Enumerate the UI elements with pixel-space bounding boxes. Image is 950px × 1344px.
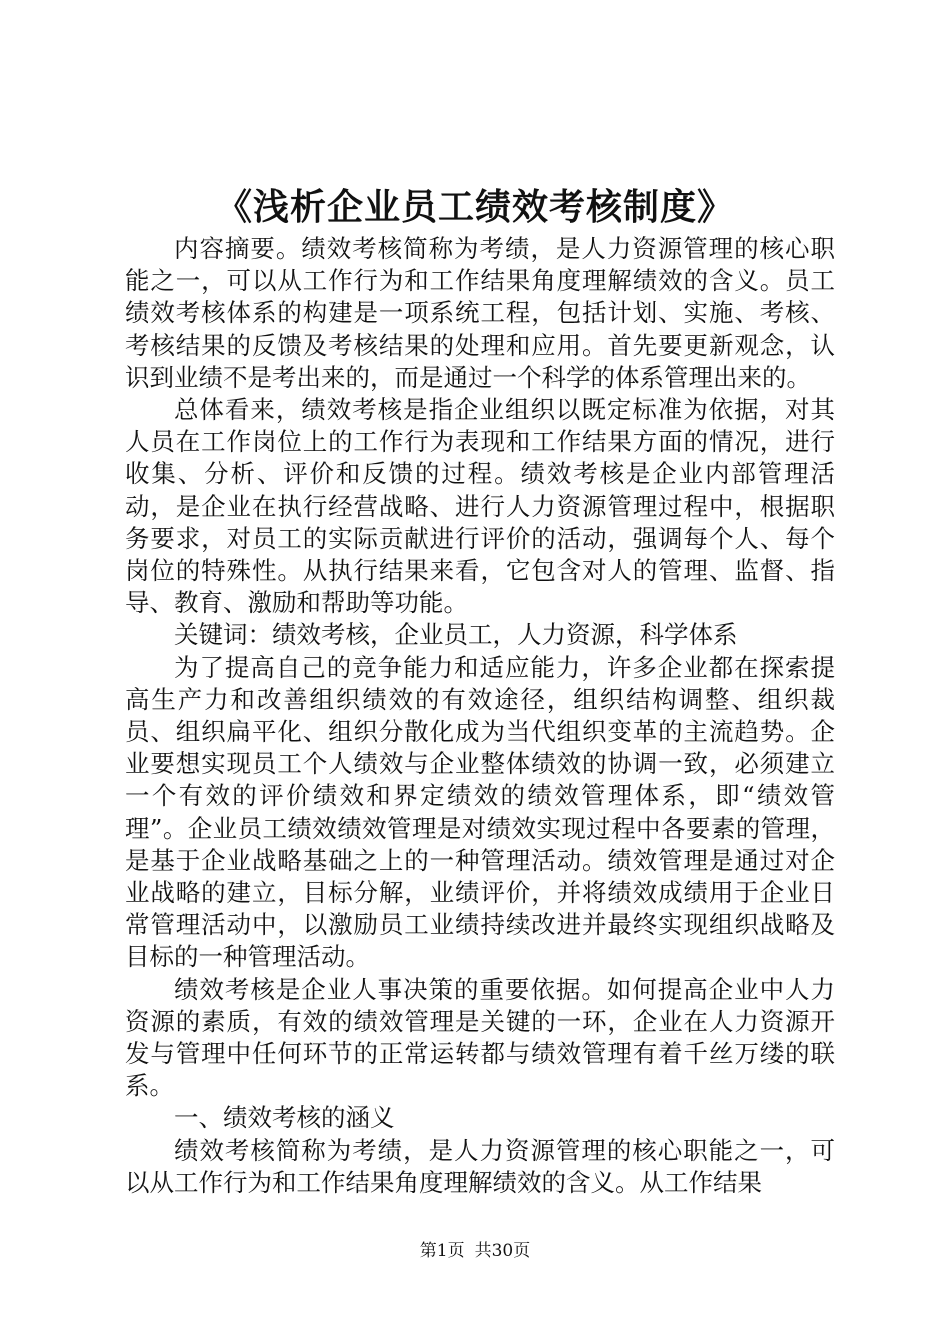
page-number: 第1页	[419, 1241, 465, 1261]
paragraph-definition: 绩效考核简称为考绩，是人力资源管理的核心职能之一，可以从工作行为和工作结果角度理解绩效的含义。从工作结果	[125, 1135, 835, 1197]
paragraph-abstract: 内容摘要。绩效考核简称为考绩，是人力资源管理的核心职能之一，可以从工作行为和工作结果角度理解绩效的含义。员工绩效考核体系的构建是一项系统工程，包括计划、实施、考核、考核结果的反馈及考核结果的处理和应用。首先要更新观念，认识到业绩不是考出来的，而是通过一个科学的体系管理出来的。	[125, 234, 835, 392]
document-title: 《浅析企业员工绩效考核制度》	[215, 186, 734, 228]
page-footer	[0, 1240, 950, 1262]
paragraph-importance: 绩效考核是企业人事决策的重要依据。如何提高企业中人力资源的素质，有效的绩效管理是关键的一环，企业在人力资源开发与管理中任何环节的正常运转都与绩效管理有着千丝万缕的联系。	[125, 974, 835, 1101]
document-body	[125, 233, 835, 1199]
paragraph-keywords: 关键词：绩效考核，企业员工，人力资源，科学体系	[174, 620, 738, 650]
section-heading: 一、绩效考核的涵义	[174, 1103, 395, 1133]
paragraph-introduction: 为了提高自己的竞争能力和适应能力，许多企业都在探索提高生产力和改善组织绩效的有效途径，组织结构调整、组织裁员、组织扁平化、组织分散化成为当代组织变革的主流趋势。企业要想实现员工个人绩效与企业整体绩效的协调一致，必须建立一个有效的评价绩效和界定绩效的绩效管理体系，即“绩效管理”。企业员工绩效绩效管理是对绩效实现过程中各要素的管理，是基于企业战略基础之上的一种管理活动。绩效管理是通过对企业战略的建立，目标分解，业绩评价，并将绩效成绩用于企业日常管理活动中，以激励员工业绩持续改进并最终实现组织战略及目标的一种管理活动。	[125, 652, 835, 972]
paragraph-overview: 总体看来，绩效考核是指企业组织以既定标准为依据，对其人员在工作岗位上的工作行为表现和工作结果方面的情况，进行收集、分析、评价和反馈的过程。绩效考核是企业内部管理活动，是企业在执行经营战略、进行人力资源管理过程中，根据职务要求，对员工的实际贡献进行评价的活动，强调每个人、每个岗位的特殊性。从执行结果来看，它包含对人的管理、监督、指导、教育、激励和帮助等功能。	[125, 395, 835, 618]
page-total: 共30页	[474, 1241, 531, 1261]
